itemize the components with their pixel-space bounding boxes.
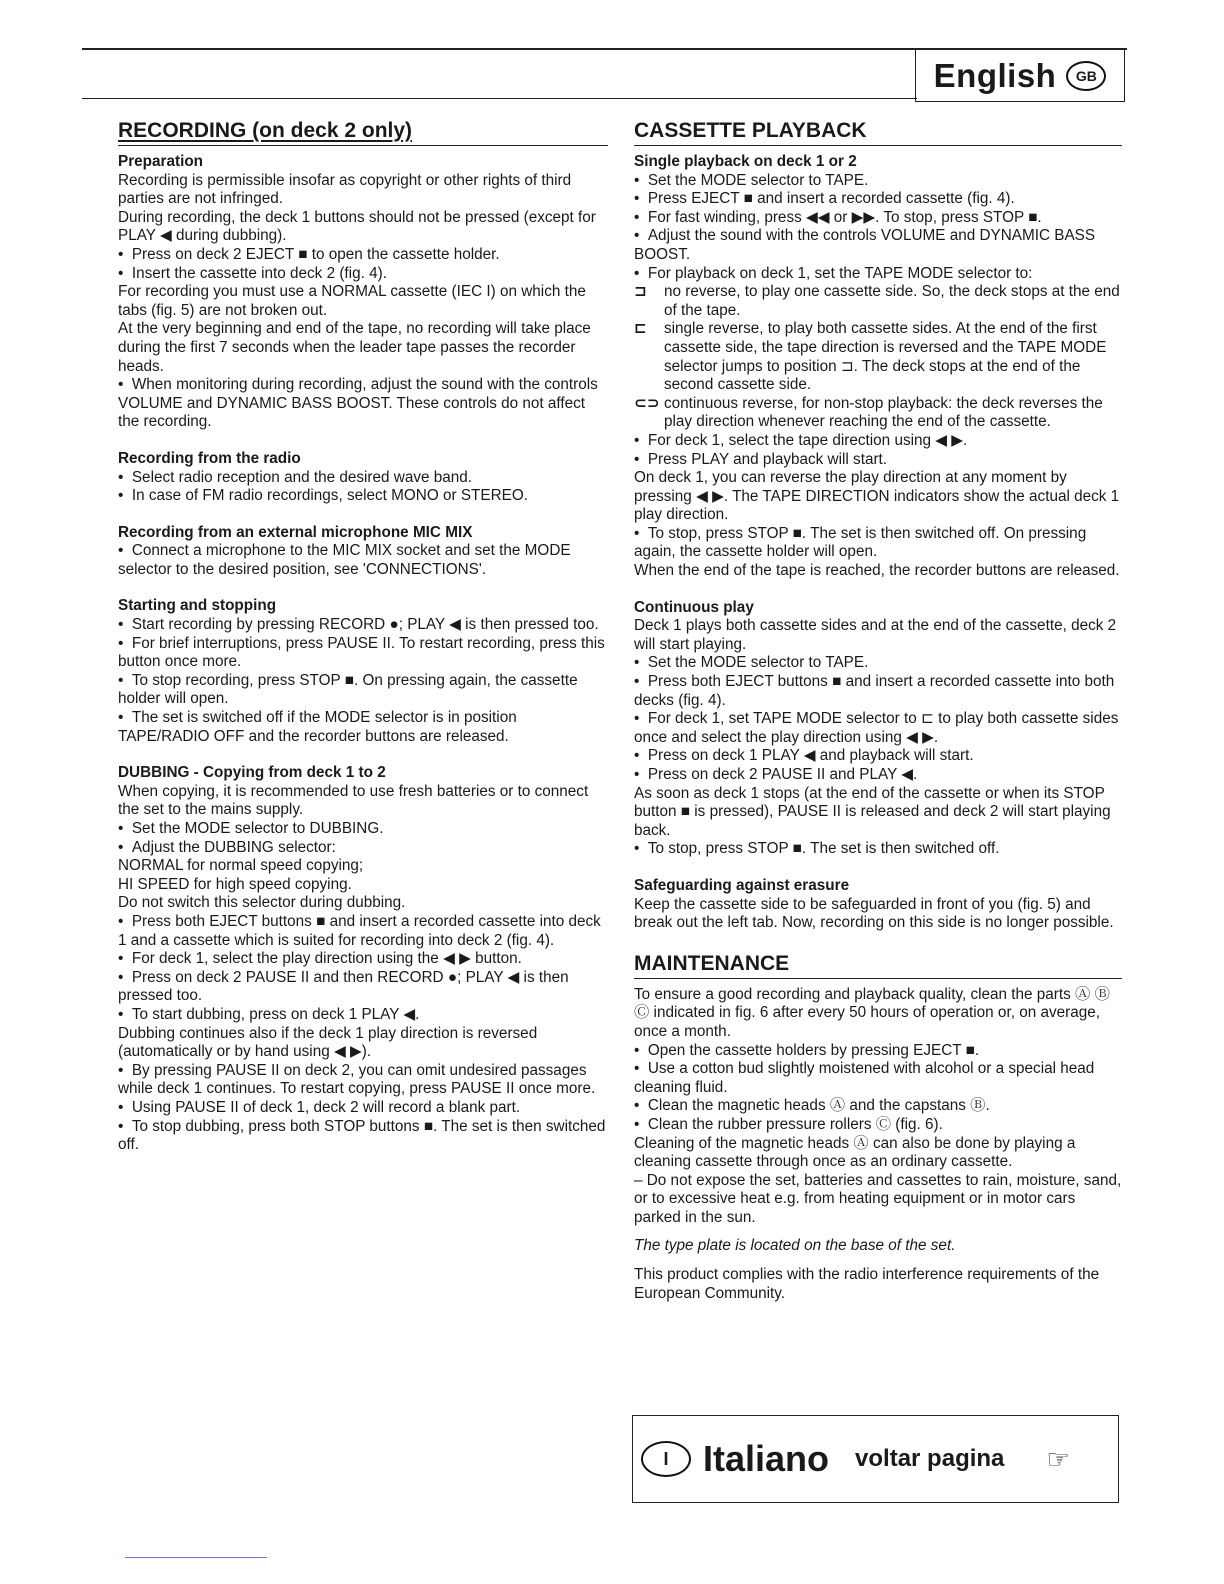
bullet-item: • To stop recording, press STOP ■. On pressing again, the cassette holder will open. bbox=[118, 672, 608, 709]
bullet-item: • For fast winding, press ◀◀ or ▶▶. To stop, press STOP ■. bbox=[634, 209, 1122, 228]
bullet-item: • Insert the cassette into deck 2 (fig. 4). bbox=[118, 265, 608, 284]
paragraph: When copying, it is recommended to use fresh batteries or to connect the set to the mains supply. bbox=[118, 782, 589, 819]
bullet-item: • Adjust the DUBBING selector: bbox=[118, 839, 608, 858]
bullet-item: • To stop, press STOP ■. The set is then switched off. bbox=[634, 840, 1122, 859]
recording-title: RECORDING (on deck 2 only) bbox=[118, 118, 608, 146]
type-plate-note: The type plate is located on the base of the set. bbox=[634, 1237, 956, 1255]
paragraph: NORMAL for normal speed copying; bbox=[118, 857, 364, 875]
paragraph: During recording, the deck 1 buttons should not be pressed (except for PLAY ◀ during dubbing). bbox=[118, 208, 596, 245]
bullet-item: • The set is switched off if the MODE selector is in position TAPE/RADIO OFF and the recorder buttons are released. bbox=[118, 709, 608, 746]
bullet-item: • For deck 1, set TAPE MODE selector to ⊏ to play both cassette sides once and select the play direction using ◀ ▶. bbox=[634, 710, 1122, 747]
bullet-item: • Press on deck 2 PAUSE II and PLAY ◀. bbox=[634, 766, 1122, 785]
paragraph: On deck 1, you can reverse the play direction at any moment by pressing ◀ ▶. The TAPE DIRECTION indicators show the actual deck 1 play direction. bbox=[634, 469, 1120, 524]
bullet-item: • By pressing PAUSE II on deck 2, you can omit undesired passages while deck 1 continues. To restart copying, press PAUSE II once more. bbox=[118, 1062, 608, 1099]
bullet-item: • Press EJECT ■ and insert a recorded cassette (fig. 4). bbox=[634, 190, 1122, 209]
pointing-hand-icon: ☞ bbox=[1046, 1443, 1070, 1474]
start-stop-heading: Starting and stopping bbox=[118, 597, 277, 615]
paragraph: At the very beginning and end of the tape, no recording will take place during the first 7 seconds when the leader tape passes the recorder heads. bbox=[118, 320, 591, 375]
radio-heading: Recording from the radio bbox=[118, 449, 301, 467]
paragraph: Deck 1 plays both cassette sides and at the end of the cassette, deck 2 will start playing. bbox=[634, 617, 1117, 653]
language-title: English bbox=[933, 56, 1057, 94]
paragraph: Keep the cassette side to be safeguarded in front of you (fig. 5) and break out the left tab. Now, recording on this side is no longer possible. bbox=[634, 895, 1114, 932]
bullet-item: • Open the cassette holders by pressing EJECT ■. bbox=[634, 1042, 1122, 1061]
bullet-item: • Select radio reception and the desired wave band. bbox=[118, 469, 608, 488]
bullet-item: • For deck 1, select the play direction using the ◀ ▶ button. bbox=[118, 950, 608, 969]
dubbing-heading: DUBBING - Copying from deck 1 to 2 bbox=[118, 764, 386, 782]
turn-page-label: voltar pagina bbox=[855, 1445, 1005, 1472]
bullet-item: • To stop dubbing, press both STOP buttons ■. The set is then switched off. bbox=[118, 1118, 608, 1155]
mic-heading: Recording from an external microphone MIC MIX bbox=[118, 523, 473, 541]
italy-badge: I bbox=[641, 1441, 691, 1477]
paragraph: This product complies with the radio interference requirements of the European Community. bbox=[634, 1266, 1100, 1302]
bullet-item: • Press on deck 1 PLAY ◀ and playback will start. bbox=[634, 747, 1122, 766]
bullet-item: • Set the MODE selector to TAPE. bbox=[634, 172, 1122, 191]
bullet-item: • Set the MODE selector to DUBBING. bbox=[118, 820, 608, 839]
bullet-item: • Clean the magnetic heads Ⓐ and the capstans Ⓑ. bbox=[634, 1097, 1122, 1116]
bullet-item: • Using PAUSE II of deck 1, deck 2 will record a blank part. bbox=[118, 1099, 608, 1118]
bullet-item: • In case of FM radio recordings, select MONO or STEREO. bbox=[118, 487, 608, 506]
paragraph: For recording you must use a NORMAL cassette (IEC I) on which the tabs (fig. 5) are not broken out. bbox=[118, 283, 586, 319]
bullet-item: • Set the MODE selector to TAPE. bbox=[634, 654, 1122, 673]
bullet-item: • For brief interruptions, press PAUSE II. To restart recording, press this button once more. bbox=[118, 635, 608, 672]
tape-mode-option: ⊂⊃ continuous reverse, for non-stop playback: the deck reverses the play direction whenever reaching the end of the cassette. bbox=[634, 394, 1103, 431]
paragraph: – Do not expose the set, batteries and cassettes to rain, moisture, sand, or to excessive heat e.g. from heating equipment or in motor cars parked in the sun. bbox=[634, 1171, 1122, 1226]
bullet-item: • Press on deck 2 EJECT ■ to open the cassette holder. bbox=[118, 246, 608, 265]
bullet-item: • Press PLAY and playback will start. bbox=[634, 451, 1122, 470]
continuous-play-heading: Continuous play bbox=[634, 598, 754, 616]
tape-mode-option: ⊐ no reverse, to play one cassette side. So, the deck stops at the end of the tape. bbox=[634, 283, 1120, 319]
gb-badge: GB bbox=[1066, 61, 1106, 91]
playback-title: CASSETTE PLAYBACK bbox=[634, 118, 1122, 146]
no-reverse-icon: ⊐ bbox=[634, 283, 647, 301]
bullet-item: • Press both EJECT buttons ■ and insert a recorded cassette into deck 1 and a cassette which is suited for recording into deck 2 (fig. 4). bbox=[118, 913, 608, 950]
next-language-box bbox=[632, 1415, 1119, 1503]
paragraph: Do not switch this selector during dubbing. bbox=[118, 894, 406, 912]
bullet-item: • Press both EJECT buttons ■ and insert a recorded cassette into both decks (fig. 4). bbox=[634, 673, 1122, 710]
bullet-item: • To stop, press STOP ■. The set is then switched off. On pressing again, the cassette holder will open. bbox=[634, 525, 1122, 562]
header-rule bbox=[82, 98, 917, 99]
bullet-item: • Clean the rubber pressure rollers Ⓒ (fig. 6). bbox=[634, 1116, 1122, 1135]
language-header bbox=[915, 50, 1125, 102]
bullet-item: • Press on deck 2 PAUSE II and then RECORD ●; PLAY ◀ is then pressed too. bbox=[118, 969, 608, 1006]
right-column bbox=[634, 118, 1122, 1303]
continuous-reverse-icon: ⊂⊃ bbox=[634, 394, 660, 412]
left-column bbox=[118, 118, 608, 1155]
bullet-item: • When monitoring during recording, adjust the sound with the controls VOLUME and DYNAMIC BASS BOOST. These controls do not affect the recording. bbox=[118, 376, 608, 432]
bullet-item: • To start dubbing, press on deck 1 PLAY ◀. bbox=[118, 1006, 608, 1025]
paragraph: When the end of the tape is reached, the recorder buttons are released. bbox=[634, 562, 1120, 580]
paragraph: Recording is permissible insofar as copyright or other rights of third parties are not infringed. bbox=[118, 171, 572, 208]
preparation-heading: Preparation bbox=[118, 153, 204, 170]
paragraph: Dubbing continues also if the deck 1 play direction is reversed (automatically or by hand using ◀ ▶). bbox=[118, 1024, 538, 1061]
bullet-item: • For playback on deck 1, set the TAPE MODE selector to: bbox=[634, 265, 1122, 284]
paragraph: HI SPEED for high speed copying. bbox=[118, 875, 352, 893]
bullet-item: • Adjust the sound with the controls VOLUME and DYNAMIC BASS BOOST. bbox=[634, 227, 1122, 264]
bottom-divider bbox=[125, 1557, 267, 1558]
maintenance-title: MAINTENANCE bbox=[634, 951, 1122, 979]
single-playback-heading: Single playback on deck 1 or 2 bbox=[634, 153, 857, 170]
bullet-item: • Use a cotton bud slightly moistened with alcohol or a special head cleaning fluid. bbox=[634, 1060, 1122, 1097]
paragraph: Cleaning of the magnetic heads Ⓐ can also be done by playing a cleaning cassette through once as an ordinary cassette. bbox=[634, 1134, 1076, 1171]
bullet-item: • Start recording by pressing RECORD ●; PLAY ◀ is then pressed too. bbox=[118, 616, 608, 635]
paragraph: To ensure a good recording and playback quality, clean the parts Ⓐ Ⓑ Ⓒ indicated in fig. 6 after every 50 hours of operation or, on average, once a month. bbox=[634, 985, 1110, 1040]
italiano-title: Italiano bbox=[703, 1438, 830, 1479]
tape-mode-option: ⊏ single reverse, to play both cassette sides. At the end of the first cassette side, the tape direction is reversed and the TAPE MODE selector jumps to position ⊐. The deck stops at the end of the second cassette side. bbox=[634, 320, 1107, 394]
bullet-item: • Connect a microphone to the MIC MIX socket and set the MODE selector to the desired position, see 'CONNECTIONS'. bbox=[118, 542, 608, 579]
single-reverse-icon: ⊏ bbox=[634, 320, 647, 338]
safeguard-heading: Safeguarding against erasure bbox=[634, 876, 850, 894]
paragraph: As soon as deck 1 stops (at the end of the cassette or when its STOP button ■ is pressed), PAUSE II is released and deck 2 will start playing back. bbox=[634, 784, 1111, 839]
bullet-item: • For deck 1, select the tape direction using ◀ ▶. bbox=[634, 432, 1122, 451]
